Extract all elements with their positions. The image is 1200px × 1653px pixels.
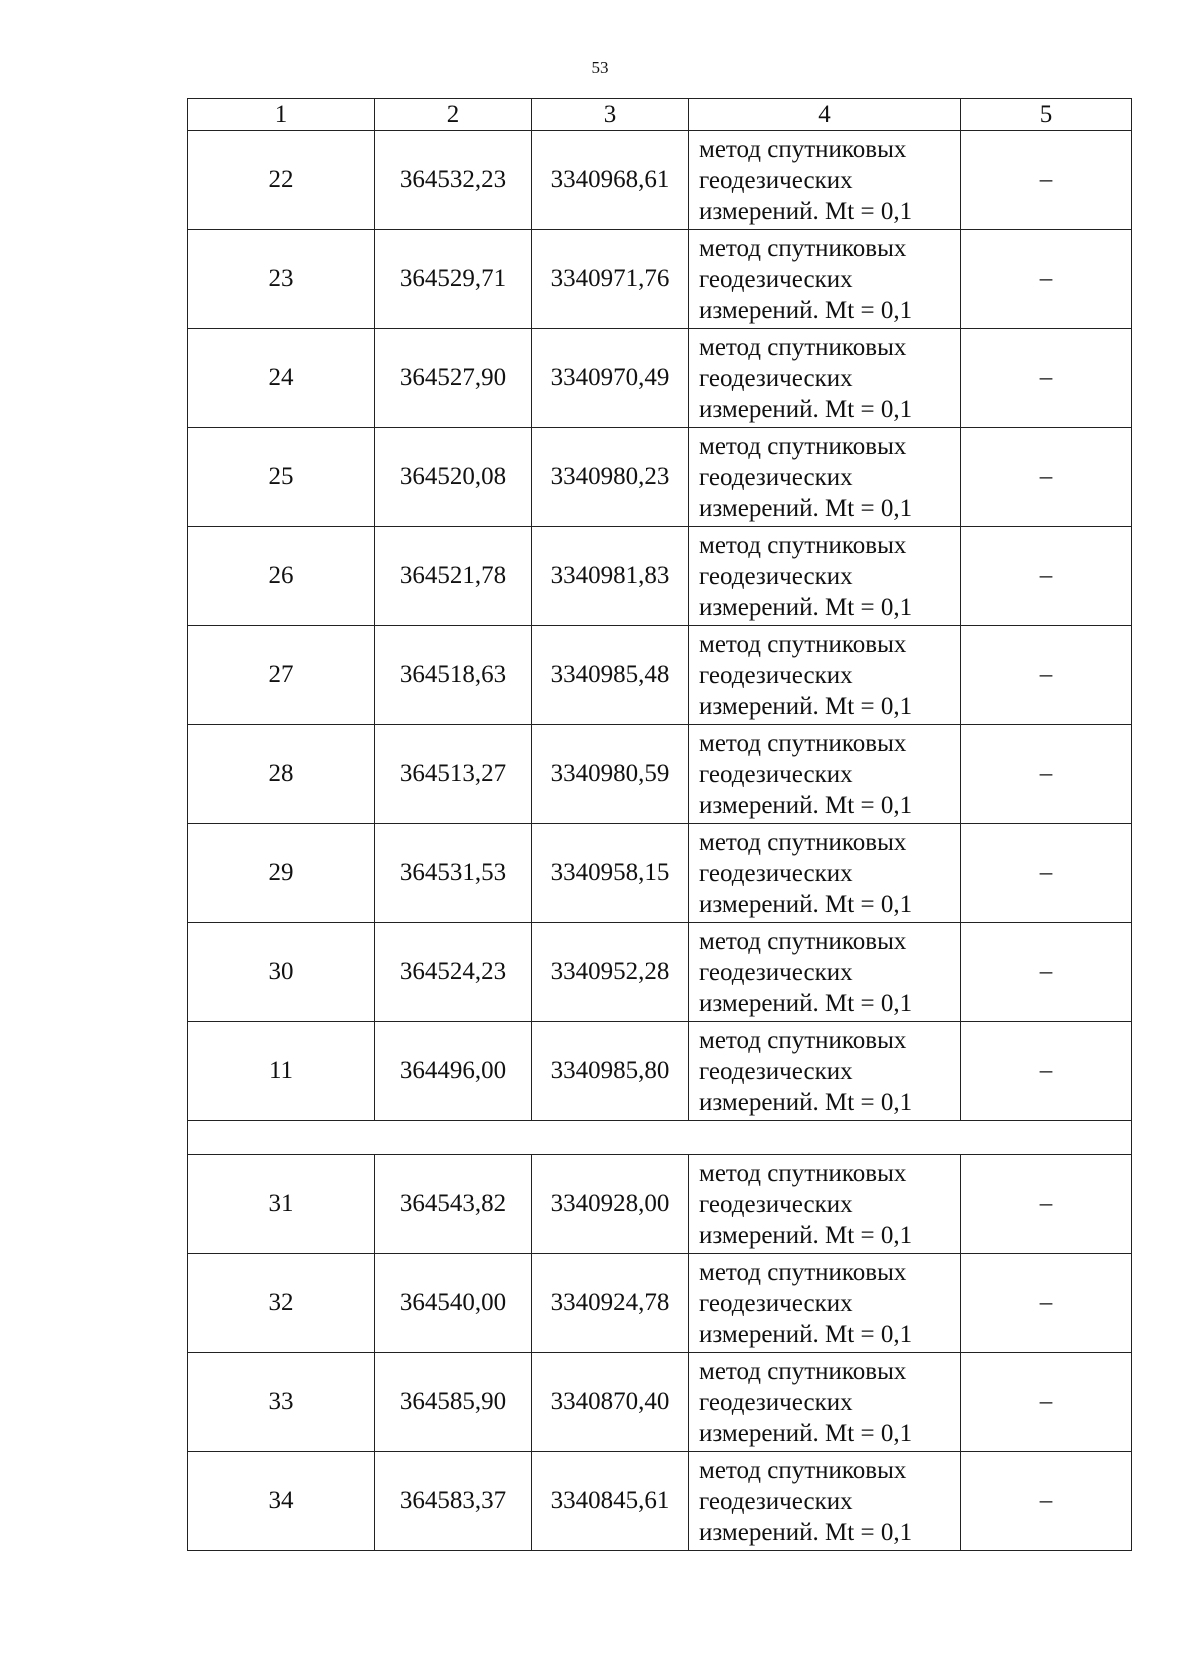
- y-coordinate-cell: 3340952,28: [532, 923, 689, 1022]
- table-row: [188, 428, 1132, 527]
- table-row: [188, 1254, 1132, 1353]
- column-5-cell: –: [961, 428, 1132, 527]
- column-5-cell: –: [961, 824, 1132, 923]
- x-coordinate-cell: 364524,23: [375, 923, 532, 1022]
- y-coordinate-cell: 3340958,15: [532, 824, 689, 923]
- method-cell: [689, 1254, 961, 1353]
- method-line: метод спутниковых: [699, 1258, 907, 1286]
- y-coordinate-cell: 3340845,61: [532, 1452, 689, 1551]
- point-number-cell: 34: [188, 1452, 375, 1551]
- y-coordinate-cell: 3340924,78: [532, 1254, 689, 1353]
- method-cell: [689, 230, 961, 329]
- x-coordinate-cell: 364583,37: [375, 1452, 532, 1551]
- header-row: [188, 99, 1132, 131]
- method-line: геодезических: [699, 166, 853, 194]
- point-number-cell: 11: [188, 1022, 375, 1121]
- method-line: измерений. Mt = 0,1: [699, 692, 913, 720]
- method-cell: [689, 626, 961, 725]
- column-5-cell: –: [961, 1254, 1132, 1353]
- method-line: метод спутниковых: [699, 135, 907, 163]
- y-coordinate-cell: 3340968,61: [532, 131, 689, 230]
- table-row: [188, 1353, 1132, 1452]
- method-line: измерений. Mt = 0,1: [699, 494, 913, 522]
- header-cell-5: 5: [961, 99, 1132, 131]
- method-line: метод спутниковых: [699, 1159, 907, 1187]
- y-coordinate-cell: 3340928,00: [532, 1155, 689, 1254]
- method-line: геодезических: [699, 364, 853, 392]
- method-cell: [689, 131, 961, 230]
- point-number-cell: 31: [188, 1155, 375, 1254]
- column-5-cell: –: [961, 626, 1132, 725]
- method-line: метод спутниковых: [699, 1357, 907, 1385]
- point-number-cell: 30: [188, 923, 375, 1022]
- method-line: геодезических: [699, 1289, 853, 1317]
- table-row: [188, 824, 1132, 923]
- method-line: метод спутниковых: [699, 927, 907, 955]
- method-line: геодезических: [699, 859, 853, 887]
- method-cell: [689, 725, 961, 824]
- coordinates-table: [187, 98, 1132, 1551]
- method-cell: [689, 1353, 961, 1452]
- method-cell: [689, 527, 961, 626]
- method-line: геодезических: [699, 1057, 853, 1085]
- column-5-cell: –: [961, 1155, 1132, 1254]
- method-line: метод спутниковых: [699, 531, 907, 559]
- column-5-cell: –: [961, 923, 1132, 1022]
- method-line: метод спутниковых: [699, 729, 907, 757]
- method-line: геодезических: [699, 562, 853, 590]
- point-number-cell: 24: [188, 329, 375, 428]
- column-5-cell: –: [961, 329, 1132, 428]
- header-cell-2: 2: [375, 99, 532, 131]
- y-coordinate-cell: 3340970,49: [532, 329, 689, 428]
- x-coordinate-cell: 364529,71: [375, 230, 532, 329]
- x-coordinate-cell: 364543,82: [375, 1155, 532, 1254]
- table-row: [188, 527, 1132, 626]
- x-coordinate-cell: 364521,78: [375, 527, 532, 626]
- method-line: метод спутниковых: [699, 432, 907, 460]
- table-row: [188, 329, 1132, 428]
- method-cell: [689, 1452, 961, 1551]
- y-coordinate-cell: 3340980,59: [532, 725, 689, 824]
- method-line: измерений. Mt = 0,1: [699, 395, 913, 423]
- y-coordinate-cell: 3340980,23: [532, 428, 689, 527]
- y-coordinate-cell: 3340985,80: [532, 1022, 689, 1121]
- x-coordinate-cell: 364518,63: [375, 626, 532, 725]
- method-line: метод спутниковых: [699, 234, 907, 262]
- y-coordinate-cell: 3340985,48: [532, 626, 689, 725]
- point-number-cell: 26: [188, 527, 375, 626]
- x-coordinate-cell: 364585,90: [375, 1353, 532, 1452]
- column-5-cell: –: [961, 1022, 1132, 1121]
- method-line: геодезических: [699, 760, 853, 788]
- method-line: геодезических: [699, 265, 853, 293]
- table-row: [188, 1155, 1132, 1254]
- x-coordinate-cell: 364527,90: [375, 329, 532, 428]
- method-line: геодезических: [699, 1388, 853, 1416]
- x-coordinate-cell: 364513,27: [375, 725, 532, 824]
- method-line: геодезических: [699, 1487, 853, 1515]
- method-line: метод спутниковых: [699, 333, 907, 361]
- table-row: [188, 230, 1132, 329]
- method-line: измерений. Mt = 0,1: [699, 1221, 913, 1249]
- y-coordinate-cell: 3340981,83: [532, 527, 689, 626]
- method-line: метод спутниковых: [699, 630, 907, 658]
- point-number-cell: 22: [188, 131, 375, 230]
- method-line: измерений. Mt = 0,1: [699, 1419, 913, 1447]
- separator-row: [188, 1121, 1132, 1155]
- method-line: измерений. Mt = 0,1: [699, 1518, 913, 1546]
- table-row: [188, 131, 1132, 230]
- header-cell-3: 3: [532, 99, 689, 131]
- method-line: геодезических: [699, 958, 853, 986]
- point-number-cell: 29: [188, 824, 375, 923]
- x-coordinate-cell: 364532,23: [375, 131, 532, 230]
- method-line: измерений. Mt = 0,1: [699, 1088, 913, 1116]
- separator-cell: [188, 1121, 1132, 1155]
- x-coordinate-cell: 364520,08: [375, 428, 532, 527]
- method-line: геодезических: [699, 1190, 853, 1218]
- method-line: метод спутниковых: [699, 1026, 907, 1054]
- method-line: метод спутниковых: [699, 1456, 907, 1484]
- table-row: [188, 1452, 1132, 1551]
- x-coordinate-cell: 364496,00: [375, 1022, 532, 1121]
- method-cell: [689, 1155, 961, 1254]
- page-number: 53: [591, 58, 609, 77]
- table-row: [188, 923, 1132, 1022]
- method-line: измерений. Mt = 0,1: [699, 890, 913, 918]
- table-row: [188, 1022, 1132, 1121]
- table-row: [188, 626, 1132, 725]
- point-number-cell: 28: [188, 725, 375, 824]
- header-cell-4: 4: [689, 99, 961, 131]
- method-line: измерений. Mt = 0,1: [699, 593, 913, 621]
- point-number-cell: 27: [188, 626, 375, 725]
- x-coordinate-cell: 364531,53: [375, 824, 532, 923]
- method-line: измерений. Mt = 0,1: [699, 791, 913, 819]
- table-body: [188, 99, 1132, 1551]
- method-line: измерений. Mt = 0,1: [699, 989, 913, 1017]
- method-cell: [689, 923, 961, 1022]
- method-cell: [689, 1022, 961, 1121]
- column-5-cell: –: [961, 1353, 1132, 1452]
- method-line: измерений. Mt = 0,1: [699, 1320, 913, 1348]
- method-line: геодезических: [699, 463, 853, 491]
- method-cell: [689, 329, 961, 428]
- y-coordinate-cell: 3340971,76: [532, 230, 689, 329]
- point-number-cell: 32: [188, 1254, 375, 1353]
- point-number-cell: 25: [188, 428, 375, 527]
- column-5-cell: –: [961, 725, 1132, 824]
- column-5-cell: –: [961, 527, 1132, 626]
- method-cell: [689, 824, 961, 923]
- column-5-cell: –: [961, 1452, 1132, 1551]
- table-row: [188, 725, 1132, 824]
- header-cell-1: 1: [188, 99, 375, 131]
- method-cell: [689, 428, 961, 527]
- point-number-cell: 23: [188, 230, 375, 329]
- point-number-cell: 33: [188, 1353, 375, 1452]
- column-5-cell: –: [961, 230, 1132, 329]
- method-line: метод спутниковых: [699, 828, 907, 856]
- column-5-cell: –: [961, 131, 1132, 230]
- x-coordinate-cell: 364540,00: [375, 1254, 532, 1353]
- y-coordinate-cell: 3340870,40: [532, 1353, 689, 1452]
- method-line: измерений. Mt = 0,1: [699, 296, 913, 324]
- method-line: измерений. Mt = 0,1: [699, 197, 913, 225]
- method-line: геодезических: [699, 661, 853, 689]
